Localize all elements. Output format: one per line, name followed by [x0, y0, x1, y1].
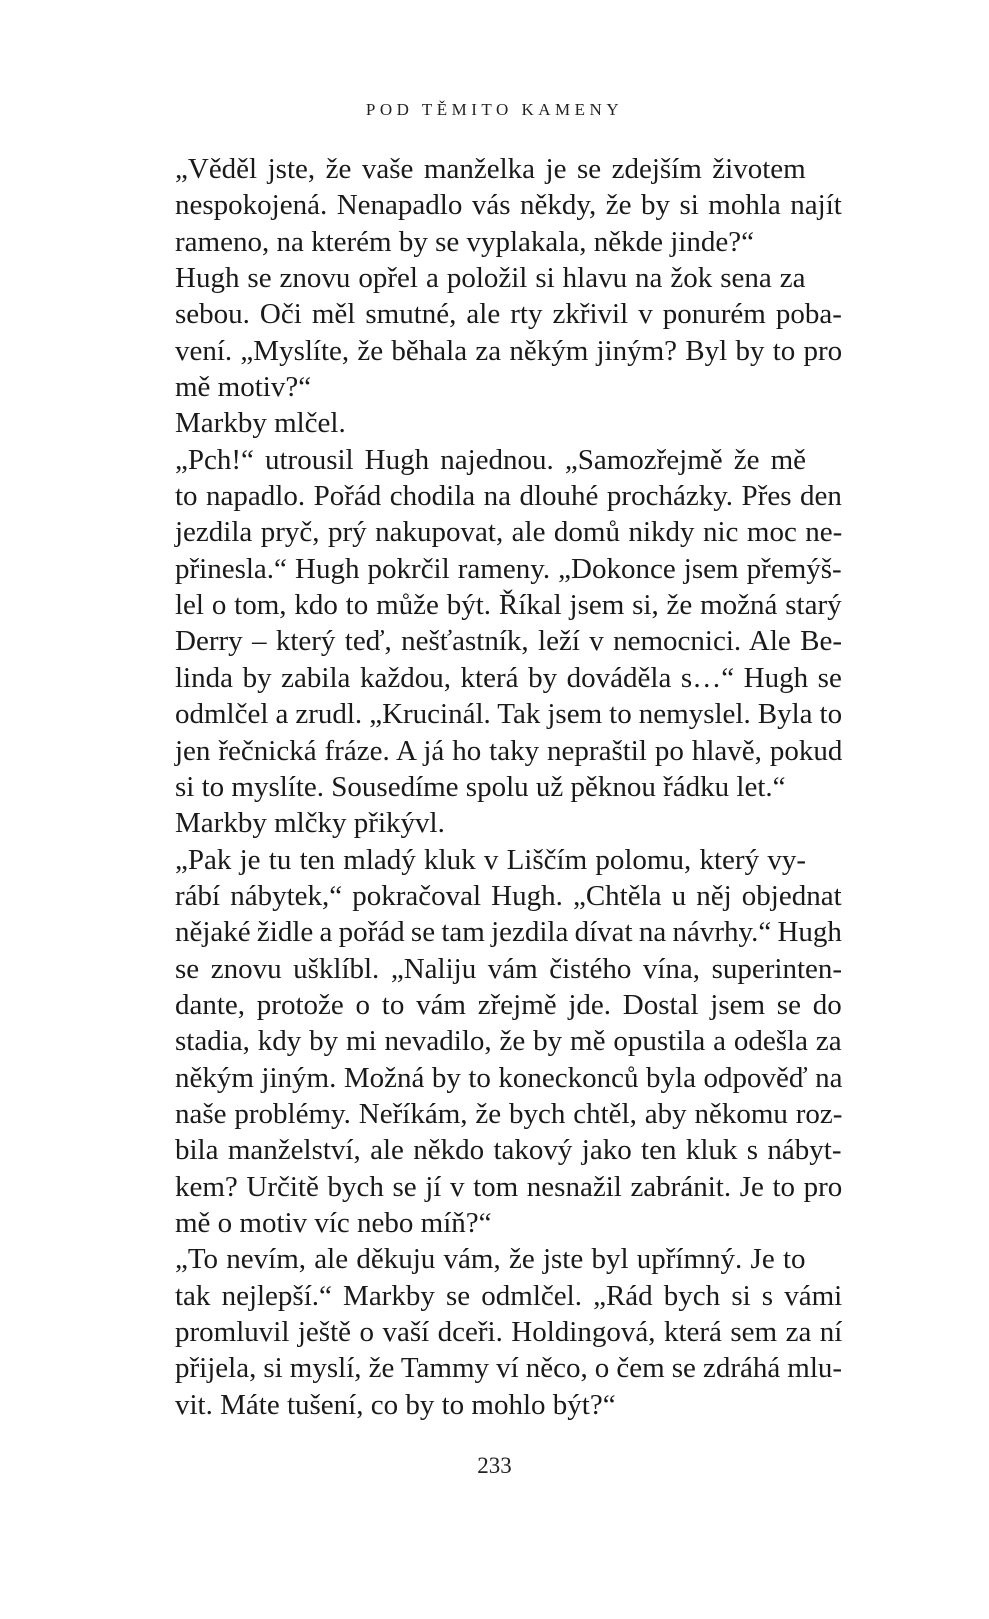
text-line: rábí nábytek,“ pokračoval Hugh. „Chtěla u něj objednat	[175, 879, 842, 912]
page-number: 233	[477, 1453, 512, 1478]
text-line: si to myslíte. Sousedíme spolu už pěknou řádku let.“	[175, 770, 786, 803]
text-line: dante, protože o to vám zřejmě jde. Dostal jsem se do	[175, 988, 842, 1021]
text-line: „Pak je tu ten mladý kluk v Liščím polomu, který vy-	[175, 843, 806, 876]
paragraph	[139, 405, 842, 441]
text-line: Derry – který teď, nešťastník, leží v nemocnici. Ale Be-	[175, 625, 842, 658]
text-line: „Věděl jste, že vaše manželka je se zdejším životem	[175, 153, 806, 185]
text-line: nespokojená. Nenapadlo vás někdy, že by si mohla najít	[175, 189, 842, 222]
text-line: Markby mlčky přikývl.	[175, 807, 445, 840]
body-text	[139, 151, 842, 1423]
paragraph	[139, 442, 842, 805]
paragraph	[139, 260, 842, 405]
running-head: POD TĚMITO KAMENY	[365, 100, 624, 119]
text-line: se znovu ušklíbl. „Naliju vám čistého vína, superinten-	[175, 952, 843, 985]
text-line: sebou. Oči měl smutné, ale rty zkřivil v ponurém poba-	[175, 298, 842, 331]
text-line: tak nejlepší.“ Markby se odmlčel. „Rád bych si s vámi	[175, 1279, 843, 1312]
text-line: Hugh se znovu opřel a položil si hlavu na žok sena za	[175, 262, 806, 295]
paragraph	[139, 842, 842, 1242]
text-line: „Pch!“ utrousil Hugh najednou. „Samozřejmě že mě	[175, 443, 806, 476]
text-line: stadia, kdy by mi nevadilo, že by mě opustila a odešla za	[175, 1025, 842, 1058]
paragraph	[139, 151, 842, 260]
text-line: kem? Určitě bych se jí v tom nesnažil zabránit. Je to pro	[175, 1170, 843, 1203]
text-line: mě o motiv víc nebo míň?“	[175, 1206, 492, 1239]
text-line: nějaké židle a pořád se tam jezdila dívat na návrhy.“ Hugh	[175, 916, 842, 949]
text-line: promluvil ještě o vaší dceři. Holdingová, která sem za ní	[175, 1316, 843, 1348]
text-line: odmlčel a zrudl. „Krucinál. Tak jsem to nemyslel. Byla to	[175, 698, 843, 731]
text-line: rameno, na kterém by se vyplakala, někde jinde?“	[175, 225, 754, 258]
text-line: jezdila pryč, prý nakupovat, ale domů nikdy nic moc ne-	[175, 516, 843, 549]
text-line: někým jiným. Možná by to koneckonců byla odpověď na	[175, 1061, 843, 1094]
text-line: „To nevím, ale děkuju vám, že jste byl upřímný. Je to	[175, 1243, 806, 1276]
text-line: bila manželství, ale někdo takový jako ten kluk s nábyt-	[175, 1134, 842, 1167]
text-line: Markby mlčel.	[175, 407, 346, 440]
paragraph	[139, 1241, 842, 1423]
text-line: jen řečnická fráze. A já ho taky nepraštil po hlavě, pokud	[175, 734, 843, 767]
text-line: přinesla.“ Hugh pokrčil rameny. „Dokonce jsem přemýš-	[175, 552, 842, 585]
text-line: lel o tom, kdo to může být. Říkal jsem si, že možná starý	[175, 589, 842, 622]
text-line: vit. Máte tušení, co by to mohlo být?“	[175, 1388, 616, 1421]
text-line: přijela, si myslí, že Tammy ví něco, o čem se zdráhá mlu-	[175, 1352, 843, 1385]
text-line: mě motiv?“	[175, 371, 312, 404]
text-line: linda by zabila každou, která by dováděla s…“ Hugh se	[175, 661, 842, 694]
paragraph	[139, 805, 842, 841]
text-line: naše problémy. Neříkám, že bych chtěl, aby někomu roz-	[175, 1097, 843, 1130]
text-line: vení. „Myslíte, že běhala za někým jiným? Byl by to pro	[175, 334, 843, 367]
text-line: to napadlo. Pořád chodila na dlouhé procházky. Přes den	[175, 480, 842, 513]
